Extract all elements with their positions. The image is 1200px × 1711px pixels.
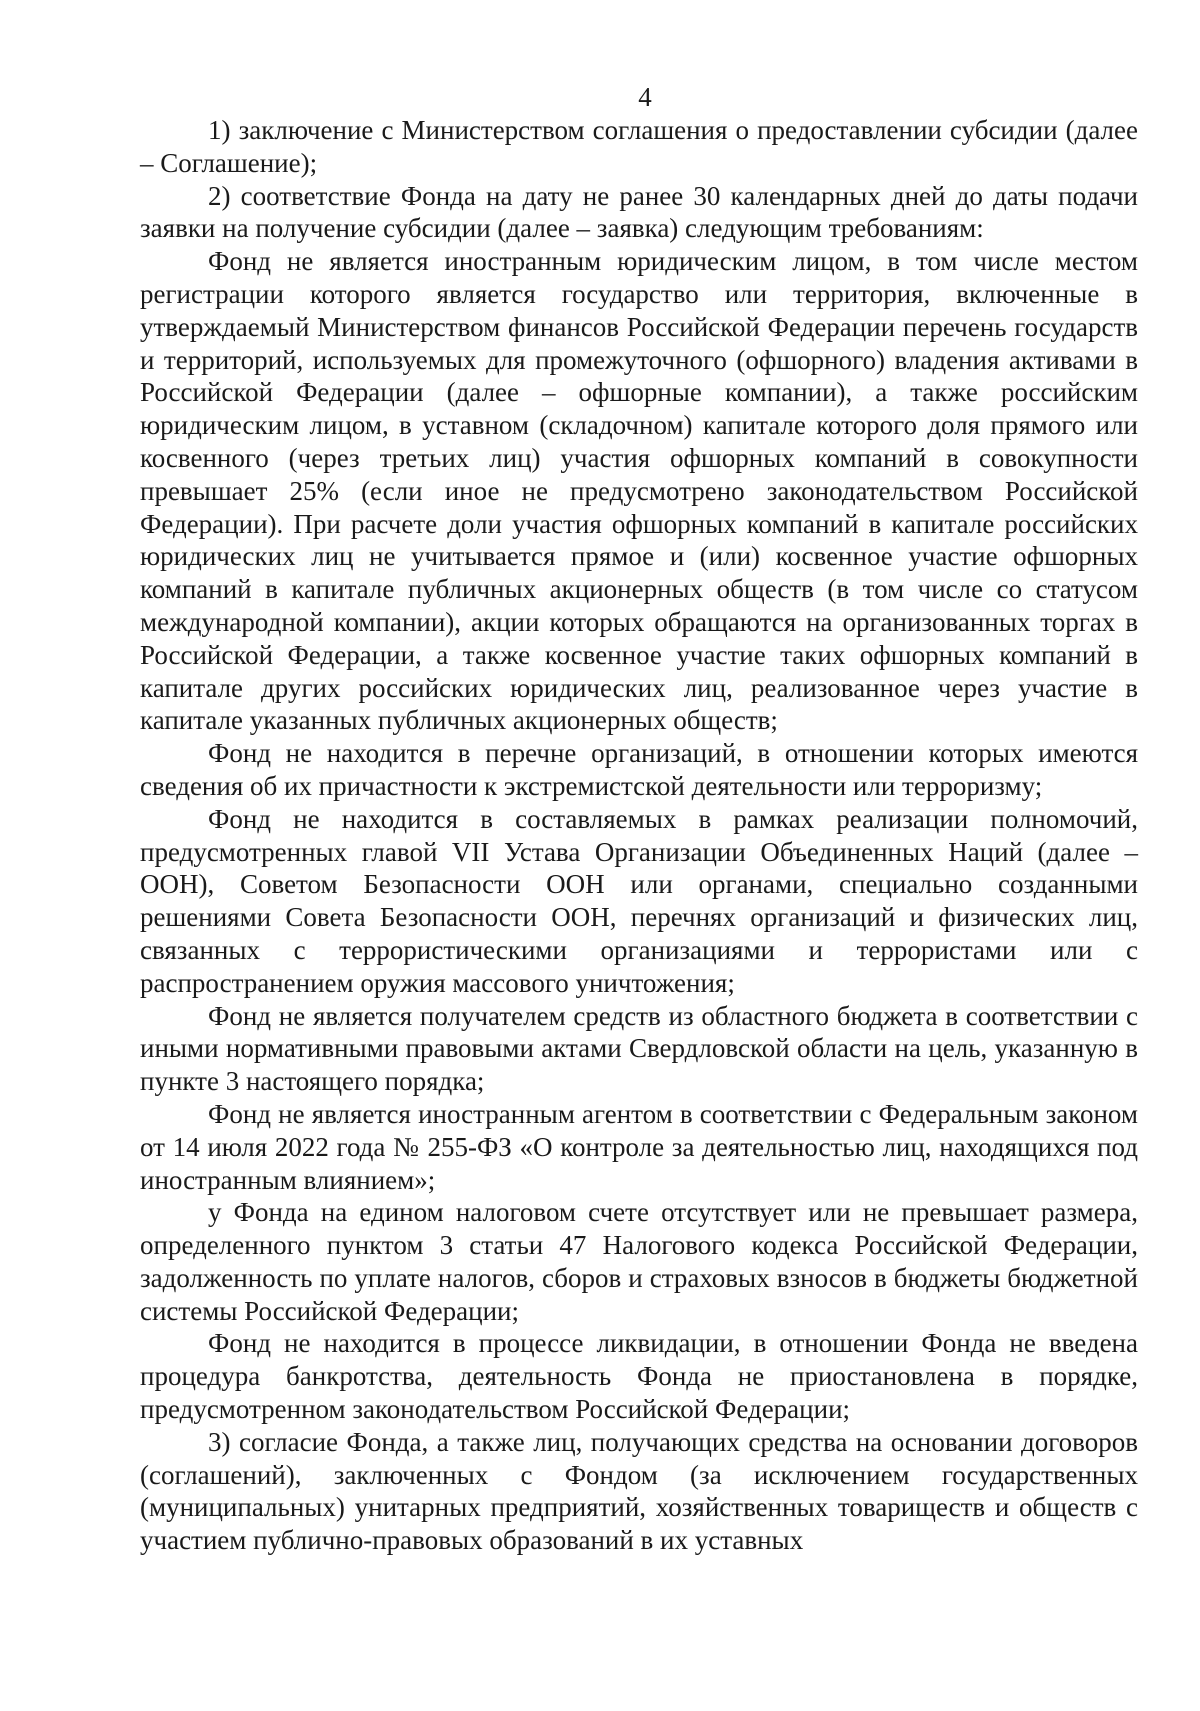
page-number: 4	[638, 82, 652, 112]
paragraph-6: Фонд не является получателем средств из областного бюджета в соответствии с иными нормативными правовыми актами Свердловской области на цель, указанную в пункте 3 настоящего порядка;	[140, 1000, 1138, 1097]
paragraph-8: у Фонда на едином налоговом счете отсутствует или не превышает размера, определенного пунктом 3 статьи 47 Налогового кодекса Российской Федерации, задолженность по уплате налогов, сборов и страховых взносов в бюджеты бюджетной системы Российской Федерации;	[140, 1197, 1138, 1326]
paragraph-1: 1) заключение с Министерством соглашения о предоставлении субсидии (далее – Соглашение);	[140, 115, 1138, 178]
document-page	[140, 82, 1138, 1557]
paragraph-7: Фонд не является иностранным агентом в соответствии с Федеральным законом от 14 июля 2022 года № 255-ФЗ «О контроле за деятельностью лиц, находящихся под иностранным влиянием»;	[140, 1098, 1138, 1195]
paragraph-4: Фонд не находится в перечне организаций, в отношении которых имеются сведения об их причастности к экстремистской деятельности или терроризму;	[140, 738, 1138, 801]
paragraph-5: Фонд не находится в составляемых в рамках реализации полномочий, предусмотренных главой VII Устава Организации Объединенных Наций (далее – ООН), Советом Безопасности ООН или органами, специально созданными решениями Совета Безопасности ООН, перечнях организаций и физических лиц, связанных с террористическими организациями и террористами или с распространением оружия массового уничтожения;	[140, 803, 1138, 998]
paragraph-10: 3) согласие Фонда, а также лиц, получающих средства на основании договоров (соглашений), заключенных с Фондом (за исключением государственных (муниципальных) унитарных предприятий, хозяйственных товариществ и обществ с участием публично-правовых образований в их уставных	[140, 1426, 1138, 1556]
paragraph-2: 2) соответствие Фонда на дату не ранее 30 календарных дней до даты подачи заявки на получение субсидии (далее – заявка) следующим требованиям:	[140, 180, 1138, 244]
paragraph-3: Фонд не является иностранным юридическим лицом, в том числе местом регистрации которого является государство или территория, включенные в утверждаемый Министерством финансов Российской Федерации перечень государств и территорий, используемых для промежуточного (офшорного) владения активами в Российской Федерации (далее – офшорные компании), а также российским юридическим лицом, в уставном (складочном) капитале которого доля прямого или косвенного (через третьих лиц) участия офшорных компаний в совокупности превышает 25% (если иное не предусмотрено законодательством Российской Федерации). При расчете доли участия офшорных компаний в капитале российских юридических лиц не учитывается прямое и (или) косвенное участие офшорных компаний в капитале публичных акционерных обществ (в том числе со статусом международной компании), акции которых обращаются на организованных торгах в Российской Федерации, а также косвенное участие таких офшорных компаний в капитале других российских юридических лиц, реализованное через участие в капитале указанных публичных акционерных обществ;	[140, 246, 1138, 736]
paragraph-9: Фонд не находится в процессе ликвидации, в отношении Фонда не введена процедура банкротства, деятельность Фонда не приостановлена в порядке, предусмотренном законодательством Российской Федерации;	[140, 1328, 1138, 1425]
